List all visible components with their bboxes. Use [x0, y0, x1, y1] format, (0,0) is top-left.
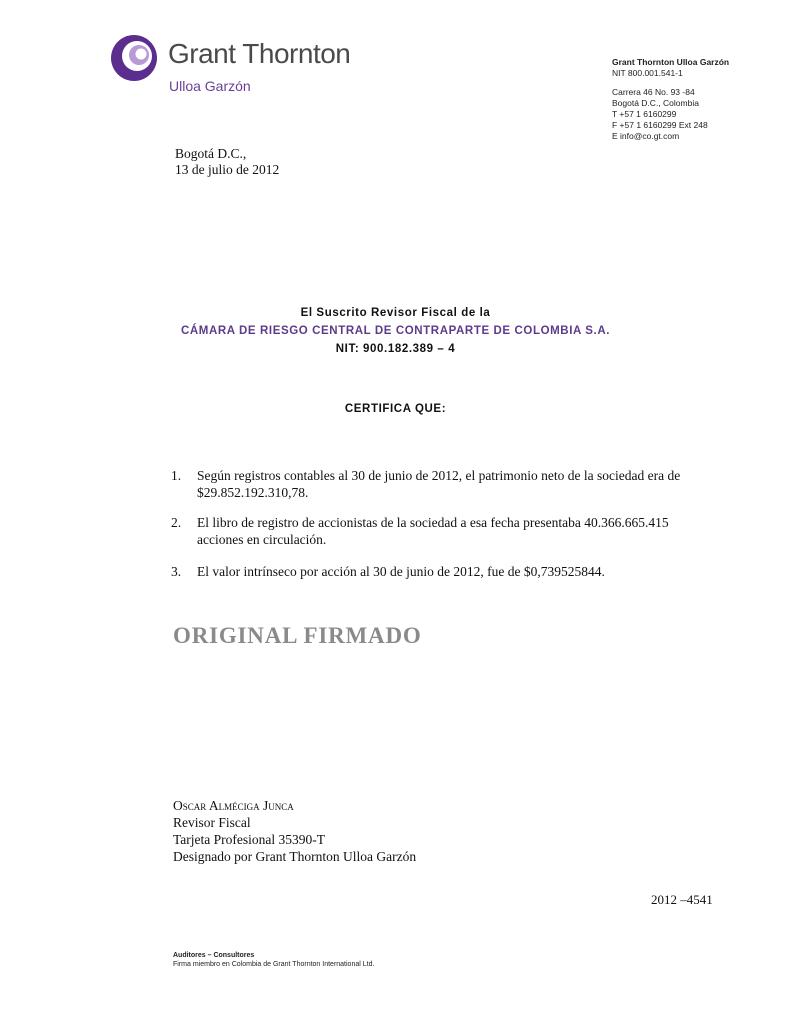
contact-phone: T +57 1 6160299	[612, 109, 677, 119]
contact-city: Bogotá D.C., Colombia	[612, 98, 699, 108]
signer-license: Tarjeta Profesional 35390-T	[173, 832, 326, 847]
list-item	[171, 563, 701, 580]
item-number: 3.	[171, 564, 182, 579]
list-item	[171, 467, 701, 501]
signer-name: Oscar Alméciga Junca	[173, 798, 294, 813]
footer-membership: Firma miembro en Colombia de Grant Thornton International Ltd.	[173, 961, 375, 968]
item-text: El valor intrínseco por acción al 30 de junio de 2012, fue de $0,739525844.	[197, 564, 605, 579]
contact-email: E info@co.gt.com	[612, 131, 680, 141]
grant-thornton-logo	[110, 32, 360, 96]
document-reference: 2012 –4541	[651, 892, 713, 907]
certifica-title: CERTIFICA QUE:	[344, 403, 447, 415]
heading-line1: El Suscrito Revisor Fiscal de la	[300, 307, 491, 319]
contact-address: Carrera 46 No. 93 -84	[612, 87, 695, 97]
firm-contact-block	[612, 57, 782, 142]
signature-block	[173, 797, 416, 865]
contact-firm-name: Grant Thornton Ulloa Garzón	[612, 57, 730, 67]
footer-services: Auditores – Consultores	[173, 952, 255, 959]
page-footer	[173, 951, 374, 969]
item-text: El libro de registro de accionistas de la sociedad a esa fecha presentaba 40.366.665.415 acciones en circulación.	[197, 515, 669, 547]
heading-nit: NIT: 900.182.389 – 4	[335, 343, 456, 355]
grant-thornton-logo-mark-icon	[110, 34, 158, 82]
item-number: 2.	[171, 515, 182, 530]
letter-date: 13 de julio de 2012	[175, 162, 280, 177]
letter-place-date	[175, 146, 279, 178]
signer-designation: Designado por Grant Thornton Ulloa Garzón	[173, 849, 417, 864]
item-number: 1.	[171, 468, 182, 483]
logo-name: Grant Thornton	[168, 38, 351, 69]
original-firmado-stamp: ORIGINAL FIRMADO	[173, 623, 422, 648]
letter-city: Bogotá D.C.,	[175, 146, 247, 161]
contact-fax: F +57 1 6160299 Ext 248	[612, 120, 708, 130]
certificate-heading	[0, 304, 791, 358]
contact-nit: NIT 800.001.541-1	[612, 68, 683, 78]
logo-subtitle: Ulloa Garzón	[169, 78, 251, 94]
heading-organization: CÁMARA DE RIESGO CENTRAL DE CONTRAPARTE DE COLOMBIA S.A.	[180, 325, 611, 337]
item-text: Según registros contables al 30 de junio de 2012, el patrimonio neto de la sociedad era de $29.852.192.310,78.	[197, 468, 681, 500]
signer-title: Revisor Fiscal	[173, 815, 251, 830]
list-item	[171, 514, 701, 548]
